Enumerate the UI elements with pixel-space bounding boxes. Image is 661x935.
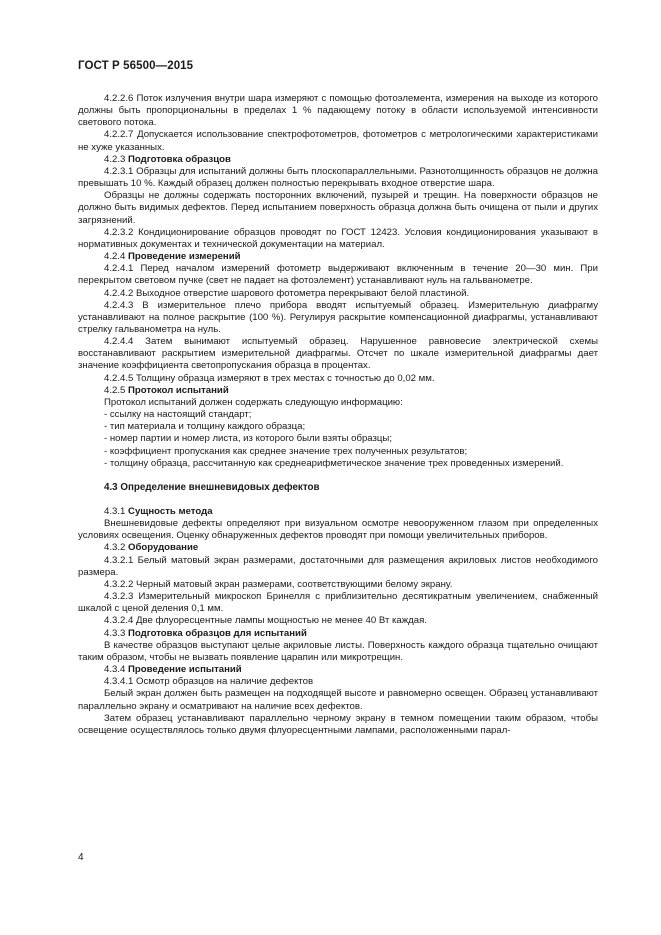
paragraph: 4.3.2.3 Измерительный микроскоп Бринелля с приблизительно десятикратным увеличением, снабженный шкалой с ценой деления 0,1 мм. (78, 591, 598, 615)
heading-title: Подготовка образцов (128, 153, 231, 165)
paragraph: В качестве образцов выступают целые акриловые листы. Поверхность каждого образца тщательно очищают таким образом, чтобы не вызвать появление царапин или микротрещин. (78, 639, 598, 663)
heading-number: 4.3.3 (104, 627, 126, 639)
heading-number: 4.3.2 (104, 542, 126, 554)
heading-number: 4.3.4 (104, 664, 126, 676)
subsection-heading (78, 542, 598, 554)
paragraph: 4.3.4.1 Осмотр образцов на наличие дефектов (104, 676, 314, 688)
subsection-heading (78, 628, 598, 640)
heading-title: Определение внешневидовых дефектов (120, 481, 320, 493)
paragraph: Белый экран должен быть размещен на подходящей высоте и равномерно освещен. Образец устанавливают параллельно экрану и осматривают на наличие всех дефектов. (78, 688, 598, 712)
paragraph: 4.3.2.2 Черный матовый экран размерами, соответствующими белому экрану. (104, 578, 453, 590)
list-item: - коэффициент пропускания как среднее значение трех полученных результатов; (104, 445, 468, 457)
list-item: - номер партии и номер листа, из которого были взяты образцы; (104, 433, 392, 445)
subsection-heading (78, 664, 598, 676)
heading-title: Проведение испытаний (128, 664, 242, 676)
heading-title: Оборудование (128, 542, 199, 554)
paragraph: 4.2.4.2 Выходное отверстие шарового фотометра перекрывают белой пластиной. (104, 287, 470, 299)
list-item: - толщину образца, рассчитанную как среднеарифметическое значение трех проведенных измерений. (104, 457, 564, 469)
heading-title: Проведение измерений (128, 251, 241, 263)
subsection-heading (78, 154, 598, 166)
subsection-heading (78, 385, 598, 397)
paragraph: 4.3.2.1 Белый матовый экран размерами, достаточными для размещения акриловых листов необходимого размера. (78, 554, 598, 578)
list-item: - тип материала и толщину каждого образца; (104, 421, 306, 433)
page-number: 4 (78, 852, 84, 863)
heading-number: 4.3.1 (104, 506, 126, 517)
heading-title: Подготовка образцов для испытаний (128, 627, 307, 639)
heading-number: 4.3 (104, 481, 118, 493)
heading-number: 4.2.4 (104, 251, 126, 263)
paragraph: 4.2.4.3 В измерительное плечо прибора вводят испытуемый образец. Измерительную диафрагму устанавливают на полное раскрытие (100 %). Регулируя раскрытие компенсационной диафрагмы, устанавливают стрелку гальванометра на нуль. (78, 299, 598, 335)
document-header: ГОСТ Р 56500—2015 (78, 60, 194, 72)
heading-number: 4.2.3 (104, 153, 126, 165)
subsection-heading (78, 251, 598, 263)
paragraph: Затем образец устанавливают параллельно черному экрану в темном помещении таким образом, чтобы освещение осуществлялось только двумя флуоресцентными лампами, расположенными парал- (78, 712, 598, 736)
spacer (78, 494, 598, 506)
list-item: - ссылку на настоящий стандарт; (104, 409, 252, 421)
heading-title: Сущность метода (128, 506, 213, 517)
paragraph: 4.2.4.4 Затем вынимают испытуемый образец. Нарушенное равновесие электрической схемы восстанавливают раскрытием измерительной диафрагмы. Отсчет по шкале измерительной диафрагмы дает значение коэффициента светопропускания образца в процентах. (78, 336, 598, 372)
paragraph: 4.2.3.1 Образцы для испытаний должны быть плоскопараллельными. Разнотолщинность образцов не должна превышать 10 %. Каждый образец должен полностью перекрывать входное отверстие шара. (78, 165, 598, 190)
paragraph: 4.2.4.5 Толщину образца измеряют в трех местах с точностью до 0,02 мм. (104, 372, 435, 384)
paragraph: 4.2.2.7 Допускается использование спектрофотометров, фотометров с метрологическими характеристиками не хуже указанных. (78, 129, 598, 153)
paragraph: Образцы не должны содержать посторонних включений, пузырей и трещин. На поверхности образцов не должно быть видимых дефектов. Перед испытанием поверхность образца должна быть очищена от пыли и других загрязнений. (78, 190, 598, 226)
paragraph: Внешневидовые дефекты определяют при визуальном осмотре невооруженном глазом при определенных условиях освещения. Оценку обнаруженных дефектов проводят при помощи увеличительных приборов. (78, 518, 598, 542)
heading-title: Протокол испытаний (128, 384, 229, 396)
heading-number: 4.2.5 (104, 384, 126, 396)
paragraph: 4.2.4.1 Перед началом измерений фотометр выдерживают включенным в течение 20—30 мин. При перекрытом световом пучке (свет не падает на фотоэлемент) устанавливают нуль на гальванометре. (78, 263, 598, 287)
paragraph: 4.3.2.4 Две флуоресцентные лампы мощностью не менее 40 Вт каждая. (104, 615, 427, 627)
paragraph: 4.2.2.6 Поток излучения внутри шара измеряют с помощью фотоэлемента, измерения на выходе из которого должны быть пропорциональны в пределах 1 % падающему потоку в области используемой интенсивности светового потока. (78, 93, 598, 129)
document-body (78, 93, 598, 737)
paragraph: 4.2.3.2 Кондиционирование образцов проводят по ГОСТ 12423. Условия кондиционирования указывают в нормативных документах и технической документации на материал. (78, 226, 598, 250)
paragraph: Протокол испытаний должен содержать следующую информацию: (104, 396, 403, 408)
subsection-heading (78, 506, 598, 518)
spacer (78, 470, 598, 482)
section-heading (78, 482, 598, 494)
